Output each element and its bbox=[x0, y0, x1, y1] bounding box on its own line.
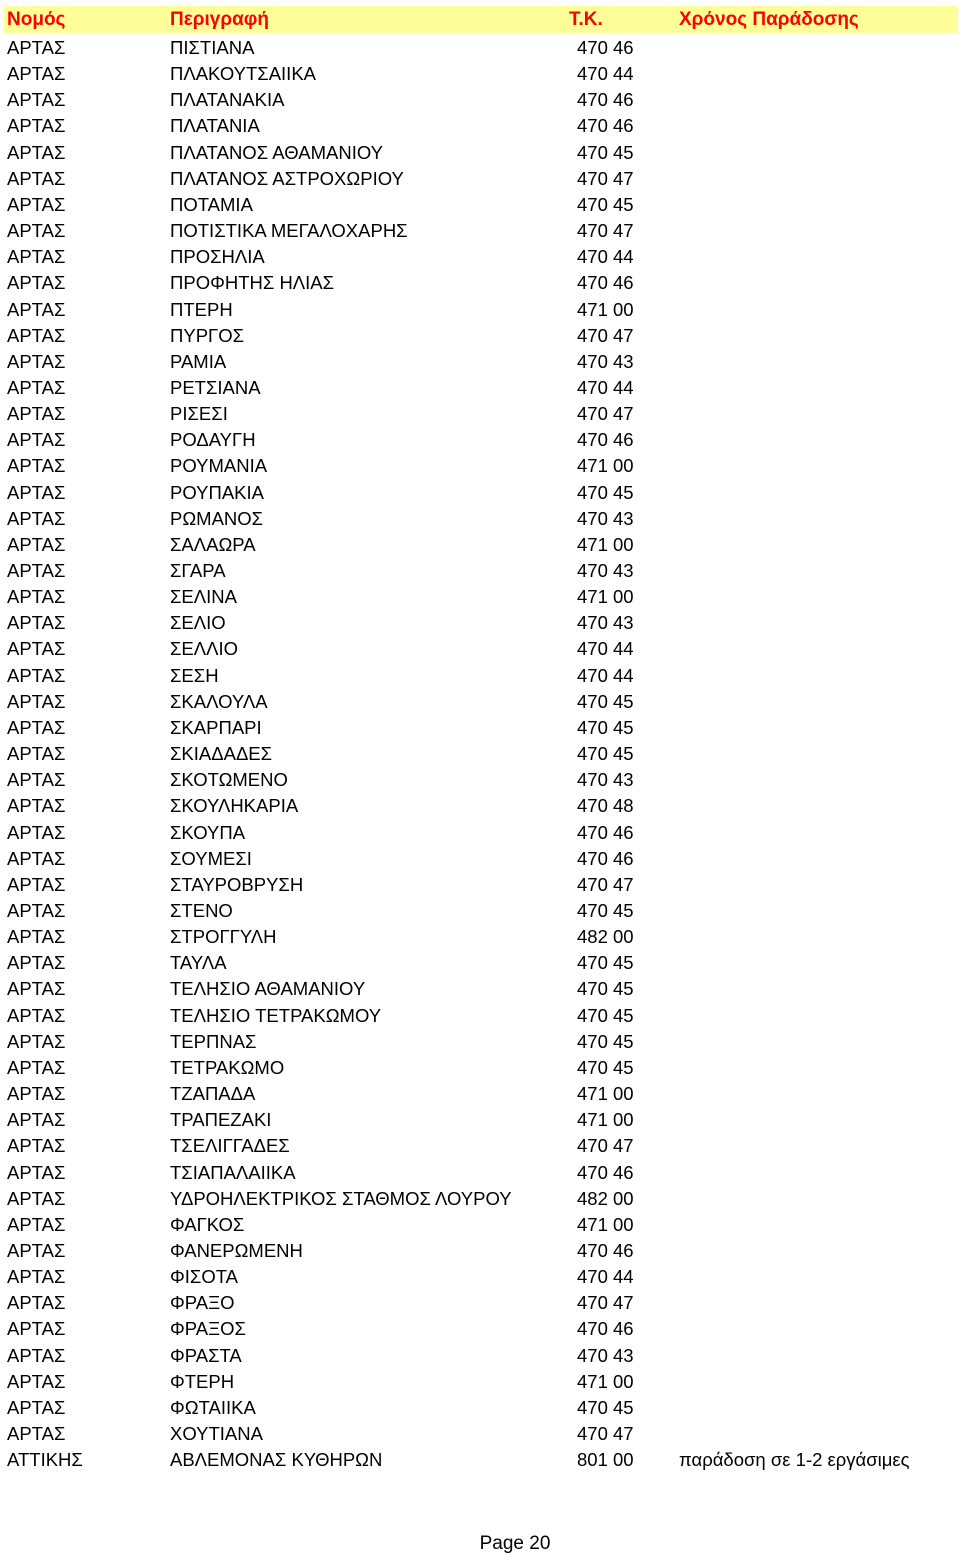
cell-perigrafi: ΤΕΛΗΣΙΟ ΑΘΑΜΑΝΙΟΥ bbox=[170, 978, 366, 1000]
table-row bbox=[0, 35, 960, 61]
header-perigrafi: Περιγραφή bbox=[170, 9, 269, 30]
table-row bbox=[0, 1290, 960, 1316]
cell-perigrafi: ΠΡΟΣΗΛΙΑ bbox=[170, 246, 265, 268]
cell-perigrafi: ΦΤΕΡΗ bbox=[170, 1370, 235, 1392]
table-row bbox=[0, 1369, 960, 1395]
table-row bbox=[0, 1395, 960, 1421]
cell-nomos: ΑΡΤΑΣ bbox=[7, 1004, 66, 1026]
table-row bbox=[0, 898, 960, 924]
table-row bbox=[0, 924, 960, 950]
cell-perigrafi: ΣΑΛΑΩΡΑ bbox=[170, 533, 256, 555]
cell-perigrafi: ΠΛΑΤΑΝΑΚΙΑ bbox=[170, 89, 285, 111]
table-row bbox=[0, 1238, 960, 1264]
cell-nomos: ΑΡΤΑΣ bbox=[7, 272, 66, 294]
table-row bbox=[0, 1186, 960, 1212]
table-row bbox=[0, 976, 960, 1002]
cell-tk: 470 46 bbox=[577, 847, 634, 869]
cell-tk: 470 45 bbox=[577, 1004, 634, 1026]
cell-perigrafi: ΦΙΣΟΤΑ bbox=[170, 1266, 238, 1287]
cell-nomos: ΑΡΤΑΣ bbox=[7, 612, 66, 634]
cell-tk: 471 00 bbox=[577, 533, 634, 555]
cell-perigrafi: ΤΕΡΠΝΑΣ bbox=[170, 1030, 257, 1052]
cell-perigrafi: ΣΚΟΥΛΗΚΑΡΙΑ bbox=[170, 795, 299, 817]
cell-perigrafi: ΣΚΟΤΩΜΕΝΟ bbox=[170, 769, 288, 791]
cell-perigrafi: ΡΟΥΜΑΝΙΑ bbox=[170, 455, 268, 477]
cell-nomos: ΑΡΤΑΣ bbox=[7, 507, 66, 529]
cell-tk: 470 45 bbox=[577, 899, 634, 921]
cell-perigrafi: ΡΕΤΣΙΑΝΑ bbox=[170, 376, 261, 398]
cell-tk: 470 45 bbox=[577, 1056, 634, 1078]
cell-perigrafi: ΧΟΥΤΙΑΝΑ bbox=[170, 1422, 263, 1444]
table-row bbox=[0, 1003, 960, 1029]
table-row bbox=[0, 453, 960, 479]
cell-nomos: ΑΡΤΑΣ bbox=[7, 1213, 66, 1235]
cell-perigrafi: ΠΙΣΤΙΑΝΑ bbox=[170, 37, 255, 58]
cell-tk: 470 43 bbox=[577, 612, 634, 634]
cell-nomos: ΑΡΤΑΣ bbox=[7, 63, 66, 85]
cell-perigrafi: ΡΙΣΕΣΙ bbox=[170, 403, 228, 425]
cell-tk: 470 44 bbox=[577, 246, 634, 268]
cell-tk: 470 45 bbox=[577, 481, 634, 503]
table-row bbox=[0, 1421, 960, 1447]
table-row bbox=[0, 1316, 960, 1342]
cell-nomos: ΑΡΤΑΣ bbox=[7, 350, 66, 372]
table-row bbox=[0, 349, 960, 375]
table-row bbox=[0, 741, 960, 767]
cell-tk: 470 44 bbox=[577, 1266, 634, 1287]
cell-perigrafi: ΦΡΑΣΤΑ bbox=[170, 1344, 242, 1366]
table-row bbox=[0, 610, 960, 636]
cell-nomos: ΑΡΤΑΣ bbox=[7, 1083, 66, 1104]
cell-nomos: ΑΡΤΑΣ bbox=[7, 978, 66, 1000]
cell-tk: 470 45 bbox=[577, 978, 634, 1000]
cell-tk: 801 00 bbox=[577, 1449, 634, 1471]
cell-perigrafi: ΣΚΙΑΔΑΔΕΣ bbox=[170, 743, 273, 764]
cell-tk: 470 46 bbox=[577, 821, 634, 843]
table-row bbox=[0, 715, 960, 741]
table-row bbox=[0, 323, 960, 349]
page-number: Page 20 bbox=[479, 1533, 551, 1554]
table-row bbox=[0, 427, 960, 453]
cell-tk: 470 45 bbox=[577, 952, 634, 974]
table-row bbox=[0, 1160, 960, 1186]
cell-perigrafi: ΣΕΛΛΙΟ bbox=[170, 638, 239, 660]
cell-nomos: ΑΡΤΑΣ bbox=[7, 220, 66, 241]
cell-perigrafi: ΡΟΔΑΥΓΗ bbox=[170, 429, 256, 451]
cell-nomos: ΑΡΤΑΣ bbox=[7, 1422, 66, 1444]
cell-nomos: ΑΡΤΑΣ bbox=[7, 246, 66, 268]
cell-tk: 470 43 bbox=[577, 1344, 634, 1366]
cell-nomos: ΑΡΤΑΣ bbox=[7, 1266, 66, 1287]
cell-tk: 471 00 bbox=[577, 1109, 634, 1131]
cell-tk: 470 48 bbox=[577, 795, 634, 817]
table-row bbox=[0, 820, 960, 846]
cell-tk: 482 00 bbox=[577, 926, 634, 948]
cell-tk: 470 46 bbox=[577, 429, 634, 451]
table-row bbox=[0, 636, 960, 662]
cell-perigrafi: ΣΓΑΡΑ bbox=[170, 560, 226, 581]
table-row bbox=[0, 532, 960, 558]
cell-nomos: ΑΡΤΑΣ bbox=[7, 899, 66, 921]
cell-nomos: ΑΡΤΑΣ bbox=[7, 141, 66, 163]
cell-tk: 470 44 bbox=[577, 63, 634, 85]
cell-perigrafi: ΠΛΑΤΑΝΙΑ bbox=[170, 115, 260, 137]
cell-nomos: ΑΡΤΑΣ bbox=[7, 586, 66, 608]
cell-tk: 471 00 bbox=[577, 1370, 634, 1392]
cell-nomos: ΑΡΤΑΣ bbox=[7, 1030, 66, 1052]
page-footer bbox=[0, 1532, 960, 1556]
table-row bbox=[0, 584, 960, 610]
cell-nomos: ΑΡΤΑΣ bbox=[7, 952, 66, 974]
cell-nomos: ΑΡΤΑΣ bbox=[7, 1187, 66, 1209]
cell-perigrafi: ΦΡΑΞΟΣ bbox=[170, 1318, 246, 1340]
cell-tk: 470 47 bbox=[577, 873, 634, 895]
header-xronos: Χρόνος Παράδοσης bbox=[679, 9, 859, 30]
cell-tk: 470 46 bbox=[577, 272, 634, 294]
cell-nomos: ΑΡΤΑΣ bbox=[7, 1344, 66, 1366]
cell-tk: 471 00 bbox=[577, 1213, 634, 1235]
header-nomos: Νομός bbox=[7, 9, 66, 30]
table-row bbox=[0, 793, 960, 819]
cell-perigrafi: ΣΟΥΜΕΣΙ bbox=[170, 847, 252, 869]
table-row bbox=[0, 846, 960, 872]
cell-nomos: ΑΡΤΑΣ bbox=[7, 1292, 66, 1314]
cell-nomos: ΑΡΤΑΣ bbox=[7, 769, 66, 791]
cell-perigrafi: ΣΚΑΡΠΑΡΙ bbox=[170, 716, 262, 738]
table-row bbox=[0, 1107, 960, 1133]
cell-nomos: ΑΡΤΑΣ bbox=[7, 403, 66, 425]
table-row bbox=[0, 140, 960, 166]
cell-tk: 470 47 bbox=[577, 1422, 634, 1444]
cell-perigrafi: ΥΔΡΟΗΛΕΚΤΡΙΚΟΣ ΣΤΑΘΜΟΣ ΛΟΥΡΟΥ bbox=[170, 1187, 512, 1209]
cell-perigrafi: ΤΑΥΛΑ bbox=[170, 952, 227, 974]
cell-perigrafi: ΣΤΑΥΡΟΒΡΥΣΗ bbox=[170, 873, 304, 895]
table-row bbox=[0, 872, 960, 898]
header-tk: Τ.Κ. bbox=[569, 9, 603, 30]
cell-tk: 470 46 bbox=[577, 1161, 634, 1183]
cell-perigrafi: ΑΒΛΕΜΟΝΑΣ ΚΥΘΗΡΩΝ bbox=[170, 1449, 383, 1471]
table-row bbox=[0, 1081, 960, 1107]
table-row bbox=[0, 558, 960, 584]
cell-nomos: ΑΡΤΑΣ bbox=[7, 1161, 66, 1183]
table-row bbox=[0, 1055, 960, 1081]
cell-perigrafi: ΡΟΥΠΑΚΙΑ bbox=[170, 481, 264, 503]
table-row bbox=[0, 767, 960, 793]
cell-perigrafi: ΠΛΑΚΟΥΤΣΑΙΙΚΑ bbox=[170, 63, 316, 85]
cell-tk: 470 46 bbox=[577, 89, 634, 111]
cell-nomos: ΑΡΤΑΣ bbox=[7, 193, 66, 215]
cell-perigrafi: ΦΩΤΑΙΙΚΑ bbox=[170, 1396, 256, 1418]
cell-perigrafi: ΣΕΣΗ bbox=[170, 664, 219, 686]
cell-perigrafi: ΦΑΝΕΡΩΜΕΝΗ bbox=[170, 1239, 303, 1261]
cell-nomos: ΑΡΤΑΣ bbox=[7, 115, 66, 137]
table-row bbox=[0, 61, 960, 87]
cell-nomos: ΑΡΤΑΣ bbox=[7, 873, 66, 895]
cell-nomos: ΑΡΤΑΣ bbox=[7, 324, 66, 346]
table-row bbox=[0, 1343, 960, 1369]
cell-tk: 470 46 bbox=[577, 115, 634, 137]
cell-nomos: ΑΡΤΑΣ bbox=[7, 716, 66, 738]
cell-tk: 471 00 bbox=[577, 455, 634, 477]
cell-perigrafi: ΠΥΡΓΟΣ bbox=[170, 324, 245, 346]
cell-tk: 470 47 bbox=[577, 167, 634, 189]
cell-tk: 470 46 bbox=[577, 1318, 634, 1340]
cell-nomos: ΑΡΤΑΣ bbox=[7, 89, 66, 111]
cell-nomos: ΑΡΤΑΣ bbox=[7, 1370, 66, 1392]
table-row bbox=[0, 87, 960, 113]
table-row bbox=[0, 663, 960, 689]
table-row bbox=[0, 166, 960, 192]
cell-perigrafi: ΤΕΤΡΑΚΩΜΟ bbox=[170, 1056, 285, 1078]
cell-tk: 470 47 bbox=[577, 1292, 634, 1314]
table-row bbox=[0, 244, 960, 270]
cell-tk: 470 46 bbox=[577, 1239, 634, 1261]
cell-perigrafi: ΣΚΟΥΠΑ bbox=[170, 821, 246, 843]
cell-perigrafi: ΡΩΜΑΝΟΣ bbox=[170, 507, 264, 529]
cell-nomos: ΑΡΤΑΣ bbox=[7, 1318, 66, 1340]
cell-tk: 470 47 bbox=[577, 220, 634, 241]
cell-nomos: ΑΤΤΙΚΗΣ bbox=[7, 1449, 83, 1471]
cell-perigrafi: ΦΑΓΚΟΣ bbox=[170, 1213, 245, 1235]
cell-perigrafi: ΤΕΛΗΣΙΟ ΤΕΤΡΑΚΩΜΟΥ bbox=[170, 1004, 382, 1026]
table-row bbox=[0, 1264, 960, 1290]
cell-nomos: ΑΡΤΑΣ bbox=[7, 1109, 66, 1131]
cell-nomos: ΑΡΤΑΣ bbox=[7, 429, 66, 451]
cell-tk: 470 45 bbox=[577, 743, 634, 764]
cell-perigrafi: ΡΑΜΙΑ bbox=[170, 350, 227, 372]
cell-nomos: ΑΡΤΑΣ bbox=[7, 1396, 66, 1418]
cell-perigrafi: ΣΤΡΟΓΓΥΛΗ bbox=[170, 926, 277, 948]
cell-perigrafi: ΠΟΤΑΜΙΑ bbox=[170, 193, 253, 215]
cell-nomos: ΑΡΤΑΣ bbox=[7, 638, 66, 660]
cell-nomos: ΑΡΤΑΣ bbox=[7, 1135, 66, 1157]
cell-nomos: ΑΡΤΑΣ bbox=[7, 376, 66, 398]
cell-tk: 470 47 bbox=[577, 1135, 634, 1157]
cell-perigrafi: ΤΣΙΑΠΑΛΑΙΙΚΑ bbox=[170, 1161, 296, 1183]
cell-nomos: ΑΡΤΑΣ bbox=[7, 926, 66, 948]
cell-nomos: ΑΡΤΑΣ bbox=[7, 481, 66, 503]
cell-tk: 470 44 bbox=[577, 638, 634, 660]
table-row bbox=[0, 1133, 960, 1159]
cell-tk: 470 43 bbox=[577, 350, 634, 372]
table-row bbox=[0, 1447, 960, 1473]
cell-perigrafi: ΤΡΑΠΕΖΑΚΙ bbox=[170, 1109, 272, 1131]
table-row bbox=[0, 192, 960, 218]
cell-tk: 470 45 bbox=[577, 141, 634, 163]
cell-tk: 470 44 bbox=[577, 376, 634, 398]
cell-perigrafi: ΣΕΛΙΟ bbox=[170, 612, 226, 634]
table-row bbox=[0, 218, 960, 244]
cell-nomos: ΑΡΤΑΣ bbox=[7, 795, 66, 817]
cell-perigrafi: ΠΛΑΤΑΝΟΣ ΑΣΤΡΟΧΩΡΙΟΥ bbox=[170, 167, 404, 189]
cell-tk: 471 00 bbox=[577, 298, 634, 320]
cell-nomos: ΑΡΤΑΣ bbox=[7, 167, 66, 189]
cell-perigrafi: ΠΛΑΤΑΝΟΣ ΑΘΑΜΑΝΙΟΥ bbox=[170, 141, 383, 163]
table-row bbox=[0, 950, 960, 976]
cell-perigrafi: ΤΖΑΠΑΔΑ bbox=[170, 1083, 256, 1104]
cell-tk: 470 45 bbox=[577, 1396, 634, 1418]
cell-xronos: παράδοση σε 1-2 εργάσιμες bbox=[679, 1449, 910, 1471]
cell-tk: 470 45 bbox=[577, 1030, 634, 1052]
cell-tk: 471 00 bbox=[577, 586, 634, 608]
cell-tk: 470 45 bbox=[577, 716, 634, 738]
cell-tk: 470 47 bbox=[577, 403, 634, 425]
cell-perigrafi: ΠΡΟΦΗΤΗΣ ΗΛΙΑΣ bbox=[170, 272, 335, 294]
cell-nomos: ΑΡΤΑΣ bbox=[7, 298, 66, 320]
table-row bbox=[0, 113, 960, 139]
cell-nomos: ΑΡΤΑΣ bbox=[7, 1239, 66, 1261]
cell-tk: 470 43 bbox=[577, 560, 634, 581]
cell-nomos: ΑΡΤΑΣ bbox=[7, 1056, 66, 1078]
cell-perigrafi: ΦΡΑΞΟ bbox=[170, 1292, 235, 1314]
cell-tk: 482 00 bbox=[577, 1187, 634, 1209]
table-row bbox=[0, 375, 960, 401]
cell-tk: 470 43 bbox=[577, 769, 634, 791]
table-row bbox=[0, 270, 960, 296]
cell-perigrafi: ΤΣΕΛΙΓΓΑΔΕΣ bbox=[170, 1135, 290, 1157]
cell-perigrafi: ΠΤΕΡΗ bbox=[170, 298, 233, 320]
cell-perigrafi: ΣΚΑΛΟΥΛΑ bbox=[170, 690, 268, 712]
cell-perigrafi: ΣΕΛΙΝΑ bbox=[170, 586, 237, 608]
cell-tk: 470 46 bbox=[577, 37, 634, 58]
table-row bbox=[0, 401, 960, 427]
cell-nomos: ΑΡΤΑΣ bbox=[7, 533, 66, 555]
cell-nomos: ΑΡΤΑΣ bbox=[7, 821, 66, 843]
cell-nomos: ΑΡΤΑΣ bbox=[7, 690, 66, 712]
cell-tk: 470 45 bbox=[577, 690, 634, 712]
cell-perigrafi: ΣΤΕΝΟ bbox=[170, 899, 233, 921]
table-row bbox=[0, 1212, 960, 1238]
cell-tk: 470 45 bbox=[577, 193, 634, 215]
cell-perigrafi: ΠΟΤΙΣΤΙΚΑ ΜΕΓΑΛΟΧΑΡΗΣ bbox=[170, 220, 408, 241]
cell-nomos: ΑΡΤΑΣ bbox=[7, 847, 66, 869]
cell-nomos: ΑΡΤΑΣ bbox=[7, 455, 66, 477]
table-row bbox=[0, 297, 960, 323]
table-row bbox=[0, 506, 960, 532]
cell-nomos: ΑΡΤΑΣ bbox=[7, 37, 66, 58]
cell-tk: 470 43 bbox=[577, 507, 634, 529]
table-header-row bbox=[4, 6, 958, 33]
cell-tk: 470 47 bbox=[577, 324, 634, 346]
cell-nomos: ΑΡΤΑΣ bbox=[7, 560, 66, 581]
table-row bbox=[0, 480, 960, 506]
cell-tk: 471 00 bbox=[577, 1083, 634, 1104]
cell-nomos: ΑΡΤΑΣ bbox=[7, 664, 66, 686]
table-row bbox=[0, 1029, 960, 1055]
cell-tk: 470 44 bbox=[577, 664, 634, 686]
table-row bbox=[0, 689, 960, 715]
cell-nomos: ΑΡΤΑΣ bbox=[7, 743, 66, 764]
